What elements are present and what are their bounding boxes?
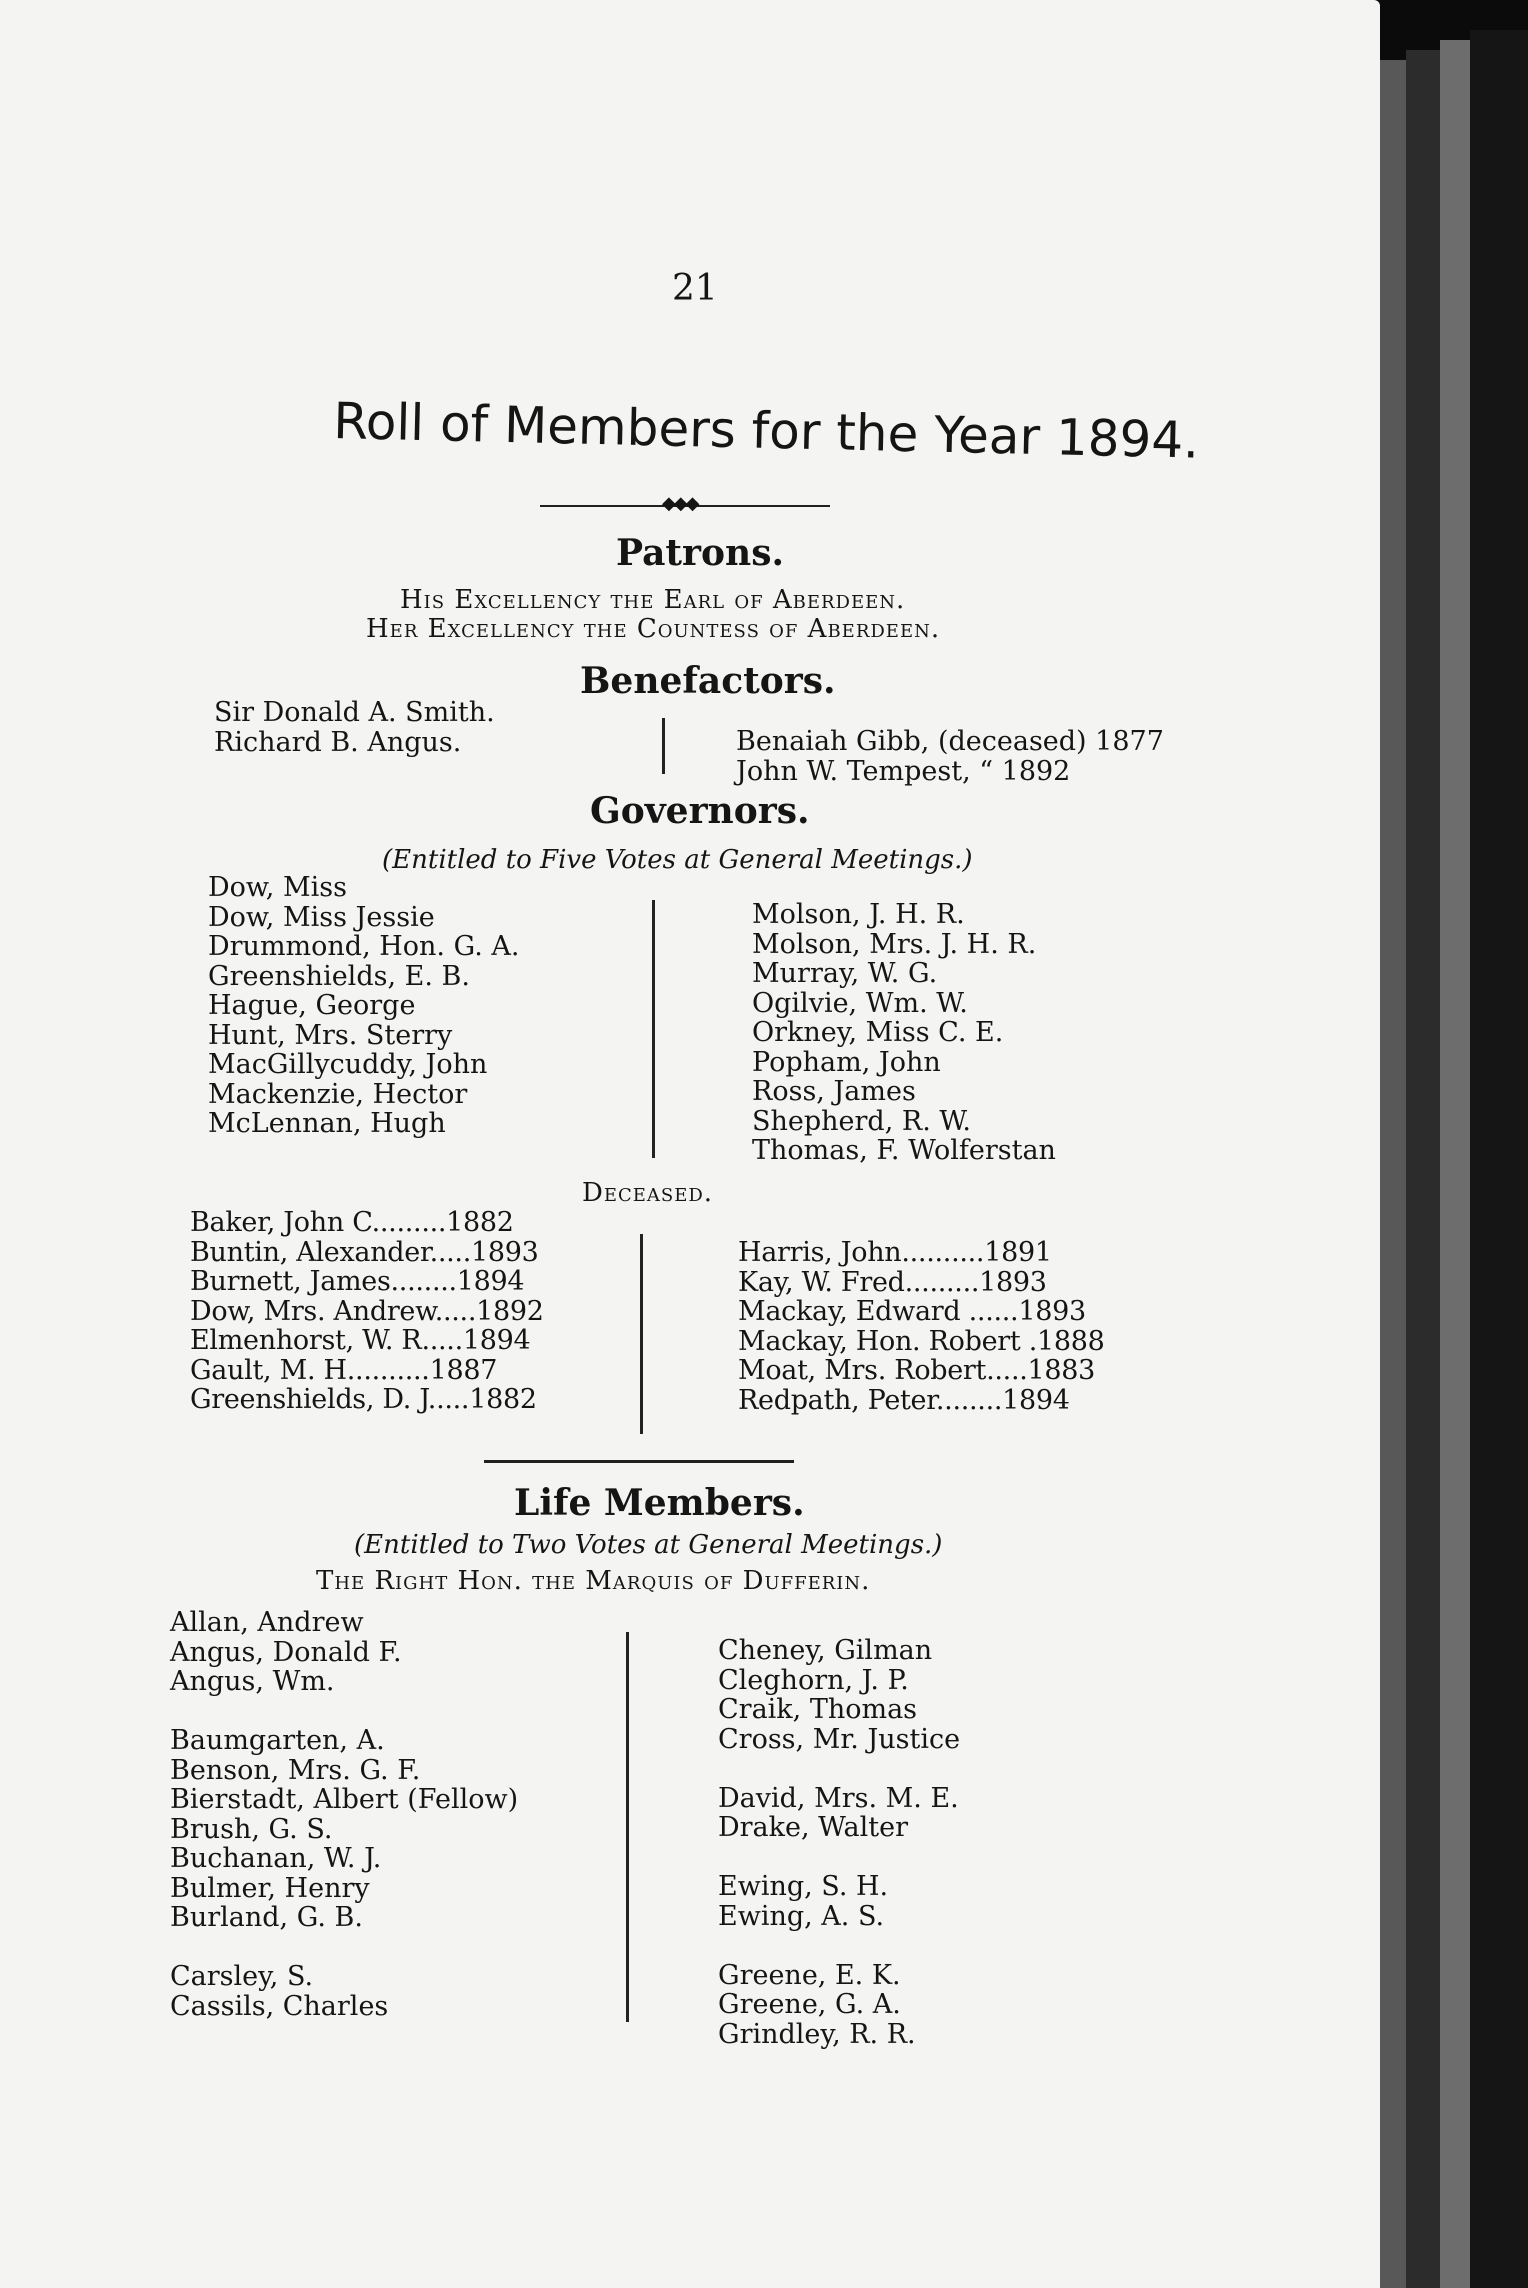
benefactors-right-column [736, 727, 1164, 786]
column-divider [626, 1632, 629, 2022]
deceased-entry: Harris, John..........1891 [738, 1237, 1052, 1268]
life-member-entry: Drake, Walter [718, 1812, 909, 1843]
life-member-entry: Ewing, S. H. [718, 1871, 889, 1902]
governor-entry: Greenshields, E. B. [208, 960, 470, 992]
blank-line [170, 1697, 518, 1727]
book-cover-edge [1470, 30, 1528, 2288]
governor-entry: MacGillycuddy, John [208, 1049, 488, 1080]
life-member-entry: Baumgarten, A. [170, 1725, 385, 1756]
life-member-entry: Brush, G. S. [170, 1813, 333, 1845]
governor-entry: Molson, Mrs. J. H. R. [752, 928, 1037, 960]
governor-entry: Shepherd, R. W. [752, 1105, 971, 1137]
governor-entry: Thomas, F. Wolferstan [752, 1135, 1056, 1166]
governor-entry: Molson, J. H. R. [752, 899, 965, 930]
deceased-entry: Dow, Mrs. Andrew.....1892 [190, 1295, 544, 1327]
life-member-entry: Bierstadt, Albert (Fellow) [170, 1784, 519, 1815]
benefactor-entry: Benaiah Gibb, (deceased) 1877 [736, 726, 1164, 757]
patron-line: Her Excellency the Countess of Aberdeen. [366, 614, 941, 644]
deceased-entry: Buntin, Alexander.....1893 [190, 1236, 539, 1268]
governor-entry: Mackenzie, Hector [208, 1078, 468, 1110]
page-edge [1380, 60, 1406, 2288]
deceased-right-column [738, 1238, 1105, 1415]
deceased-left-column [190, 1208, 544, 1415]
column-divider [652, 900, 655, 1158]
governor-entry: Drummond, Hon. G. A. [208, 931, 520, 962]
governor-entry: Hague, George [208, 990, 416, 1021]
life-member-entry: Allan, Andrew [170, 1607, 364, 1638]
life-member-entry: Carsley, S. [170, 1961, 314, 1992]
governor-entry: McLennan, Hugh [208, 1108, 446, 1139]
life-member-entry: Angus, Wm. [170, 1666, 335, 1697]
column-divider [662, 718, 665, 774]
page-title: Roll of Members for the Year 1894. [332, 392, 1200, 470]
governor-entry: Hunt, Mrs. Sterry [208, 1019, 453, 1051]
life-member-entry: Burland, G. B. [170, 1902, 363, 1933]
governor-entry: Ross, James [752, 1076, 916, 1107]
deceased-entry: Burnett, James........1894 [190, 1266, 525, 1297]
life-member-entry: Cassils, Charles [170, 1990, 389, 2022]
page-number: 21 [672, 268, 718, 309]
life-members-heading: Life Members. [514, 1482, 805, 1524]
benefactor-entry: Richard B. Angus. [214, 726, 462, 758]
deceased-entry: Gault, M. H..........1887 [190, 1354, 498, 1386]
life-members-right-column [718, 1636, 960, 2049]
life-member-entry: Buchanan, W. J. [170, 1843, 382, 1874]
deceased-entry: Elmenhorst, W. R.....1894 [190, 1325, 531, 1356]
life-member-entry: Cheney, Gilman [718, 1635, 933, 1666]
deceased-entry: Redpath, Peter........1894 [738, 1384, 1070, 1416]
page-edge [1440, 40, 1470, 2288]
blank-line [170, 1933, 518, 1963]
life-member-entry: David, Mrs. M. E. [718, 1782, 959, 1814]
life-members-special: The Right Hon. the Marquis of Dufferin. [316, 1566, 871, 1596]
governors-right-column [752, 900, 1056, 1166]
deceased-entry: Mackay, Edward ......1893 [738, 1296, 1086, 1327]
governors-note: (Entitled to Five Votes at General Meetings.) [382, 845, 973, 875]
page-edge [1406, 50, 1440, 2288]
benefactor-entry: John W. Tempest, “ 1892 [736, 755, 1071, 787]
blank-line [718, 1843, 960, 1873]
blank-line [718, 1754, 960, 1784]
benefactors-left-column [214, 698, 495, 757]
ornament-diamonds: ◆◆◆ [662, 493, 698, 514]
benefactor-entry: Sir Donald A. Smith. [214, 697, 495, 728]
deceased-label: Deceased. [582, 1178, 714, 1208]
column-divider [640, 1234, 643, 1434]
blank-line [718, 1931, 960, 1961]
patrons-heading: Patrons. [616, 532, 785, 574]
deceased-entry: Greenshields, D. J.....1882 [190, 1384, 537, 1415]
governor-entry: Dow, Miss [208, 872, 347, 903]
life-member-entry: Ewing, A. S. [718, 1900, 885, 1932]
deceased-entry: Baker, John C.........1882 [190, 1207, 514, 1238]
governor-entry: Popham, John [752, 1046, 941, 1078]
patron-line: His Excellency the Earl of Aberdeen. [400, 585, 906, 615]
life-member-entry: Greene, G. A. [718, 1989, 901, 2020]
life-member-entry: Cross, Mr. Justice [718, 1723, 961, 1755]
governor-entry: Orkney, Miss C. E. [752, 1017, 1004, 1048]
governor-entry: Murray, W. G. [752, 958, 938, 989]
governors-heading: Governors. [590, 790, 810, 832]
life-member-entry: Grindley, R. R. [718, 2018, 916, 2050]
benefactors-heading: Benefactors. [580, 660, 836, 702]
life-member-entry: Benson, Mrs. G. F. [170, 1754, 421, 1786]
deceased-entry: Moat, Mrs. Robert.....1883 [738, 1355, 1096, 1386]
governors-left-column [208, 873, 519, 1139]
life-member-entry: Craik, Thomas [718, 1694, 918, 1725]
life-member-entry: Angus, Donald F. [170, 1636, 402, 1668]
deceased-entry: Mackay, Hon. Robert .1888 [738, 1325, 1105, 1357]
section-rule [484, 1460, 794, 1463]
life-member-entry: Greene, E. K. [718, 1959, 901, 1991]
life-members-left-column [170, 1608, 518, 2021]
life-member-entry: Bulmer, Henry [170, 1872, 370, 1904]
governor-entry: Ogilvie, Wm. W. [752, 987, 968, 1019]
deceased-entry: Kay, W. Fred.........1893 [738, 1266, 1047, 1298]
governor-entry: Dow, Miss Jessie [208, 901, 435, 933]
life-member-entry: Cleghorn, J. P. [718, 1664, 909, 1696]
life-members-note: (Entitled to Two Votes at General Meetings.) [354, 1530, 943, 1560]
